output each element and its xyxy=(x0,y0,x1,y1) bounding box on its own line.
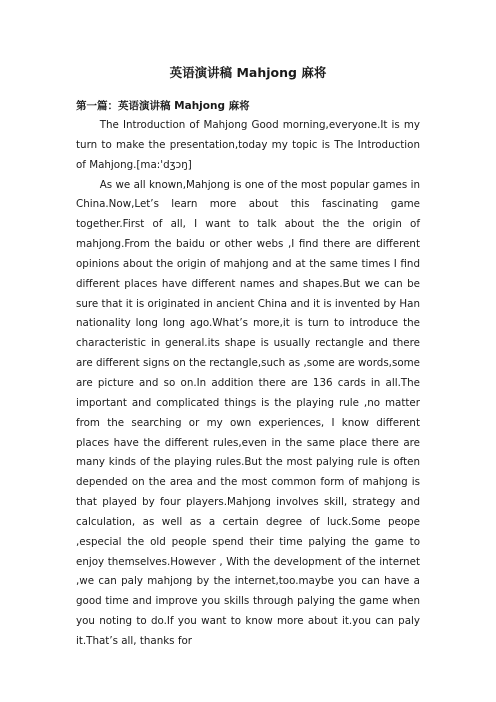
document-title: 英语演讲稿 Mahjong 麻将 xyxy=(169,65,327,80)
paragraph-intro: The Introduction of Mahjong Good morning,everyone.It is my turn to make the presentation,today my topic is The Introduction of Mahjong.[ma:'dʒɔŋ] xyxy=(76,119,420,171)
paragraph-body: As we all known,Mahjong is one of the most popular games in China.Now,Let’s learn more about this fascinating game together.First of all, I want to talk about the the origin of mahjong.From the baidu or other webs ,I find there are different opinions about the origin of mahjong and at the same times I find different places have different names and shapes.But we can be sure that it is originated in ancient China and it is invented by Han nationality long long ago.What’s more,it is turn to introduce the characteristic in general.its shape is usually rectangle and there are different signs on the rectangle,such as ,some are words,some are picture and so on.In addition there are 136 cards in all.The important and complicated things is the playing rule ,no matter from the searching or my own experiences, I know different places have the different rules,even in the same place there are many kinds of the playing rules.But the most palying rule is often depended on the area and the most common form of mahjong is that played by four players.Mahjong involves skill, strategy and calculation, as well as a certain degree of luck.Some peope ,especial the old people spend their time palying the game to enjoy themselves.However , With the development of the internet ,we can paly mahjong by the internet,too.maybe you can have a good time and improve you skills through palying the game when you noting to do.If you want to know more about it.you can paly it.That’s all, thanks for xyxy=(76,178,420,647)
section-heading: 第一篇：英语演讲稿 Mahjong 麻将 xyxy=(76,100,250,112)
